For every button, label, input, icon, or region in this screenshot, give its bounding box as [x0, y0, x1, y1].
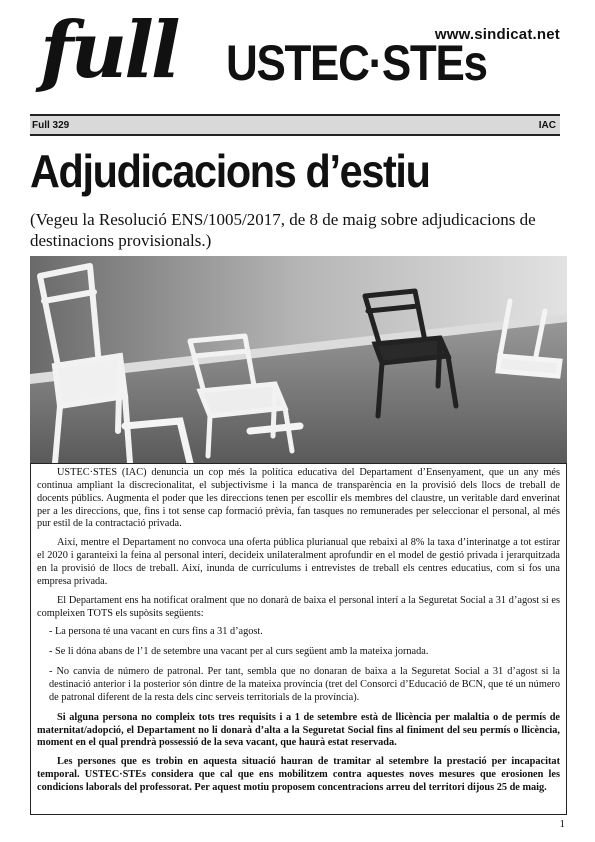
requirement-item-2: - Se li dóna abans de l’1 de setembre una vacant per al curs següent amb la mateixa jornada.	[49, 646, 429, 658]
chairs-illustration	[30, 256, 567, 463]
issue-number: Full 329	[32, 120, 70, 131]
organization-tag: IAC	[538, 120, 556, 131]
website-url[interactable]: www.sindicat.net	[434, 26, 560, 43]
masthead-brand: USTEC·STEs	[226, 35, 487, 91]
requirement-item-1: - La persona té una vacant en curs fins a 31 d’agost.	[49, 626, 263, 638]
chairs-photo	[30, 256, 567, 463]
masthead-info-bar	[30, 114, 560, 136]
page-number: 1	[559, 818, 565, 830]
paragraph-5: Les persones que es trobin en aquesta situació hauran de tramitar al setembre la prestació per incapacitat temporal. USTEC·STEs considera que cal que ens mobilitzem contra aquestes noves mesures que erosionen les condicions laborals del professorat. Per aquest motiu proposem concentracions arreu del territori dijous 25 de maig.	[37, 756, 560, 794]
paragraph-2: Així, mentre el Departament no convoca una oferta pública plurianual que rebaixi al 8% la taxa d’interinatge a tot estirar el 2020 i garanteixi la feina al personal interí, decideix unilateralment aprofundir en el model de gestió privada i jerarquitzada en la provisió de llocs de treball. Així, inunda de currículums i entrevistes de treball els centres educatius, com si fos una empresa privada.	[37, 537, 560, 587]
masthead-full-title: full	[40, 5, 178, 96]
paragraph-1: USTEC·STES (IAC) denuncia un cop més la política educativa del Departament d’Ensenyament, que un any més continua ampliant la discrecionalitat, el subjectivisme i la manca de transparència en la provisió dels llocs de treball de docents públics. Augmenta el poder que les direccions tenen per escollir els membres del claustre, un veritable dard enverinat per a les direccions, que, fins i tot sense cap formació prèvia, fan tasques no remunerades per seleccionar el personal, al més pur estil de la contractació privada.	[37, 467, 560, 530]
page-title: Adjudicacions d’estiu	[30, 145, 430, 197]
requirement-item-3: - No canvia de número de patronal. Per tant, sembla que no donaran de baixa a la Seguretat Social a 31 d’agost si la destinació anterior i la posterior són dintre de la mateixa província (tret del Consorci d’Educació de BCN, que té un número de patronal diferent de la resta dels cinc serveis territorials de la província).	[49, 666, 560, 703]
subtitle: (Vegeu la Resolució ENS/1005/2017, de 8 de maig sobre adjudicacions de destinacions provisionals.)	[30, 210, 536, 250]
article-body	[30, 463, 567, 815]
paragraph-3: El Departament ens ha notificat oralment que no donarà de baixa el personal interí a la Seguretat Social a 31 d’agost si es compleixen TOTS els supòsits següents:	[37, 594, 560, 619]
paragraph-4: Si alguna persona no compleix tots tres requisits i a 1 de setembre està de llicència per malaltia o de permís de maternitat/adopció, el Departament no li donarà d’alta a la Seguretat Social fins al finiment del seu permís o llicència, moment en el qual prendrà possessió de la seva vacant, que haurà estat reservada.	[37, 711, 560, 749]
masthead	[30, 5, 560, 131]
